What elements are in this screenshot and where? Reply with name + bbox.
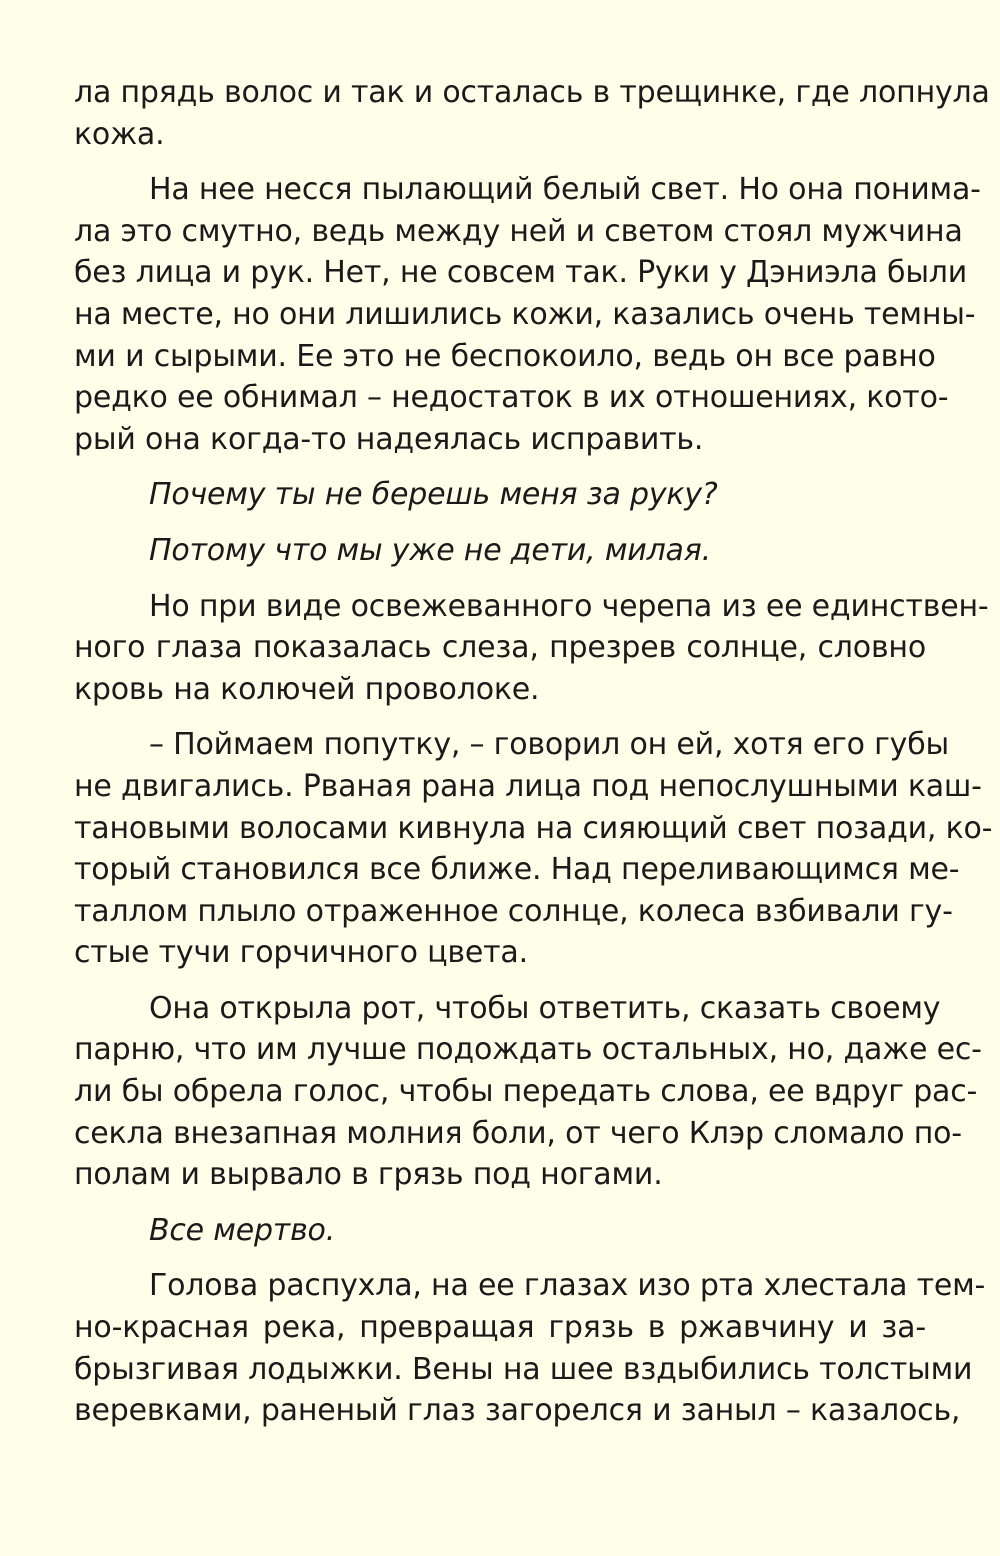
text-line: редко ее обнимал – недостаток в их отношениях, кото-	[74, 380, 949, 416]
text-line: брызгивая лодыжки. Вены на шее вздыбились толстыми	[74, 1351, 973, 1387]
paragraph-6	[74, 724, 993, 974]
text-line: Голова распухла, на ее глазах изо рта хлестала тем-	[149, 1268, 986, 1304]
text-line: – Поймаем попутку, – говорил он ей, хотя его губы	[149, 727, 949, 763]
text-line: Но при виде освежеванного черепа из ее единствен-	[149, 588, 989, 624]
text-line: кожа.	[74, 116, 165, 152]
text-line: не двигались. Рваная рана лица под непослушными каш-	[74, 768, 982, 804]
text-line: рый она когда-то надеялась исправить.	[74, 421, 704, 457]
text-line: Все мертво.	[149, 1212, 336, 1248]
paragraph-7	[74, 988, 982, 1196]
text-line: ла это смутно, ведь между ней и светом стоял мужчина	[74, 213, 963, 249]
text-line: на месте, но они лишились кожи, казались очень темны-	[74, 296, 976, 332]
paragraph-4-italic	[74, 530, 926, 572]
text-line: Почему ты не берешь меня за руку?	[149, 477, 718, 513]
text-line: Потому что мы уже не дети, милая.	[149, 532, 711, 568]
text-line: ного глаза показалась слеза, презрев солнце, словно	[74, 630, 926, 666]
text-line: ла прядь волос и так и осталась в трещинке, где лопнула	[74, 75, 990, 110]
paragraph-9	[74, 1265, 986, 1431]
text-line: секла внезапная молния боли, от чего Клэр сломало по-	[74, 1115, 962, 1151]
text-line: тановыми волосами кивнула на сияющий свет позади, ко-	[74, 810, 993, 846]
text-line: без лица и рук. Нет, не совсем так. Руки у Дэниэла были	[74, 255, 968, 291]
text-line: Она открыла рот, чтобы ответить, сказать своему	[149, 990, 941, 1026]
text-line: ли бы обрела голос, чтобы передать слова, ее вдруг рас-	[74, 1074, 978, 1110]
book-page	[74, 72, 993, 1446]
text-line: торый становился все ближе. Над переливающимся ме-	[74, 852, 960, 888]
paragraph-5	[74, 586, 989, 711]
text-line: стые тучи горчичного цвета.	[74, 935, 528, 971]
text-line: кровь на колючей проволоке.	[74, 671, 540, 707]
text-line: но-красная река, превращая грязь в ржавчину и за-	[74, 1310, 926, 1346]
text-line: полам и вырвало в грязь под ногами.	[74, 1157, 663, 1193]
paragraph-3-italic	[74, 474, 926, 516]
paragraph-1	[74, 72, 990, 155]
text-line: ми и сырыми. Ее это не беспокоило, ведь он все равно	[74, 338, 936, 374]
paragraph-8-italic	[74, 1210, 926, 1252]
text-line: парню, что им лучше подождать остальных, но, даже ес-	[74, 1032, 982, 1068]
paragraph-2	[74, 169, 981, 460]
text-line: веревками, раненый глаз загорелся и заныл – казалось,	[74, 1393, 961, 1429]
text-line: таллом плыло отраженное солнце, колеса взбивали гу-	[74, 893, 953, 929]
text-line: На нее несся пылающий белый свет. Но она понима-	[149, 172, 981, 208]
